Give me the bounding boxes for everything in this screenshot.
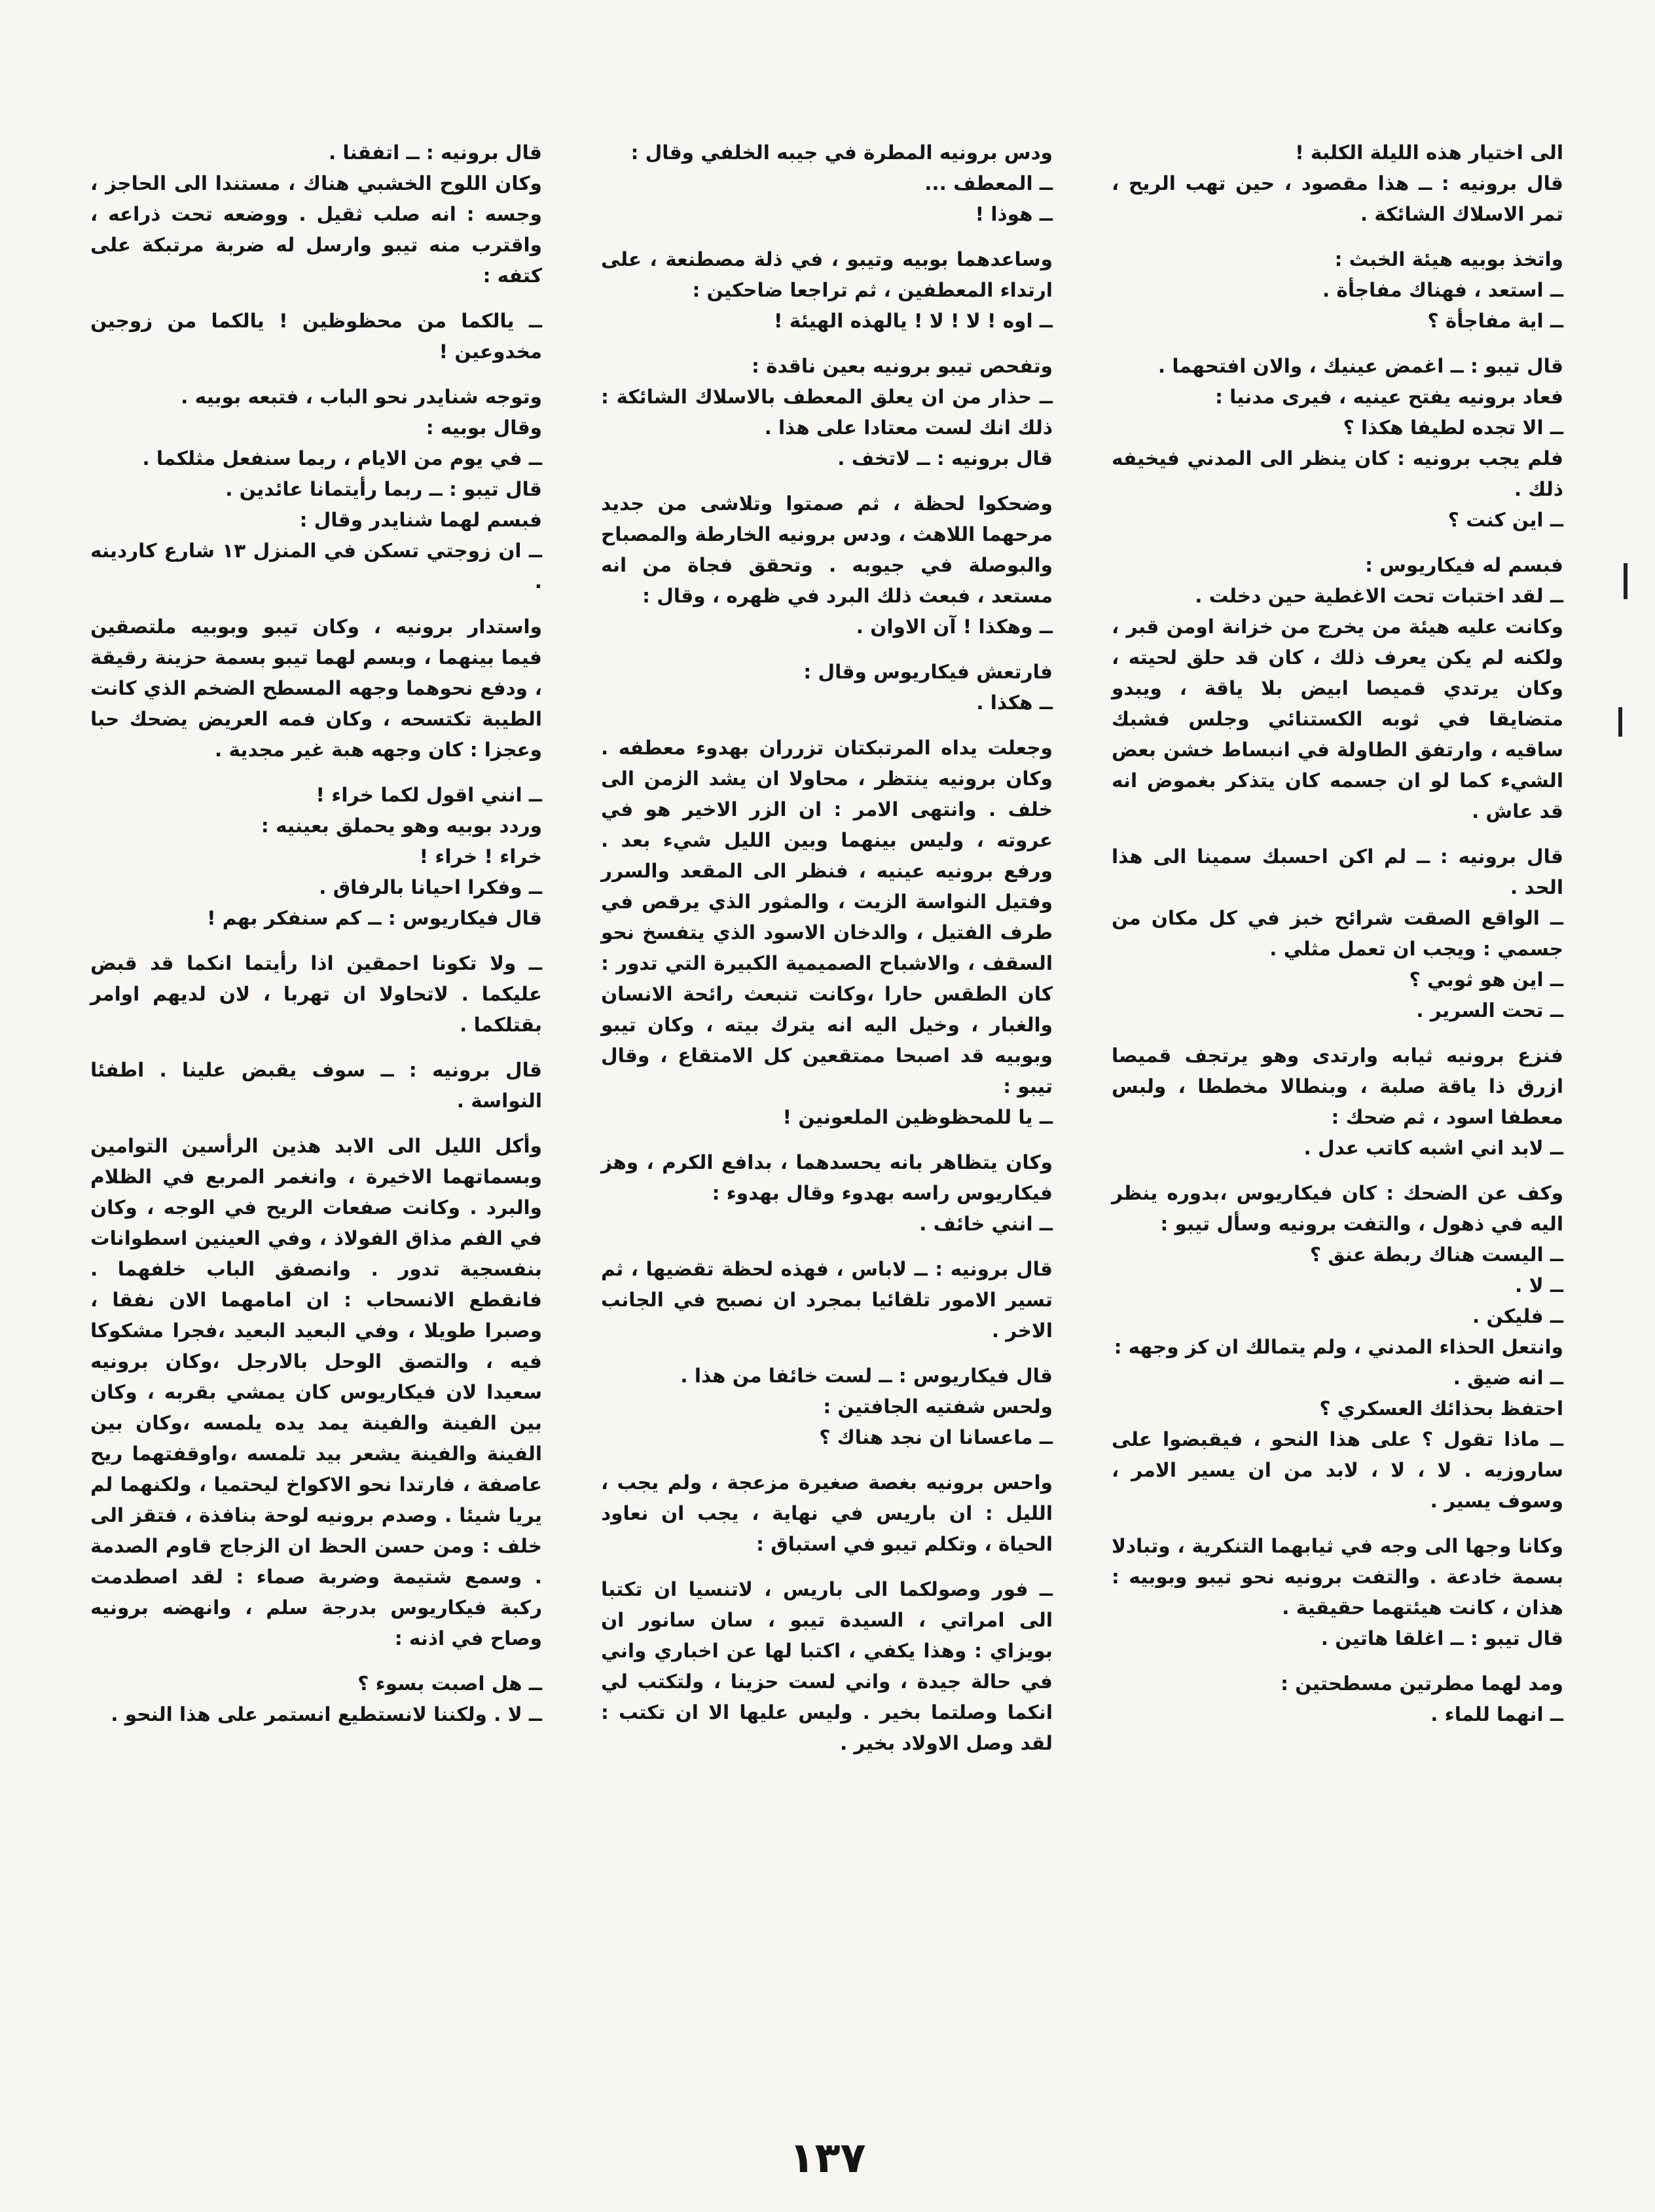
text-line: وردد بوبيه وهو يحملق بعينيه : [261, 815, 542, 837]
text-line: قال برونيه : ــ سوف يقبض علينا . اطفئا النواسة . [90, 1059, 542, 1112]
paragraph [601, 1574, 1053, 1759]
text-line: ــ لا . ولكننا لانستطيع انستمر على هذا النحو . [111, 1703, 542, 1725]
paragraph [601, 1147, 1053, 1240]
text-line: ــ انه ضيق . [1453, 1367, 1563, 1389]
text-column-middle [601, 138, 1053, 1773]
text-line: وكانا وجها الى وجه في ثيابهما التنكرية ، وتبادلا بسمة خادعة . والتفت برونيه نحو تيبو وبوبيه : هذان ، كانت هيئتهما حقيقية . [1112, 1535, 1563, 1619]
text-line: وكف عن الضحك : كان فيكاريوس ،بدوره ينظر اليه في ذهول ، والتفت برونيه وسأل تيبو : [1112, 1182, 1563, 1235]
text-line: ولحس شفتيه الجافتين : [823, 1395, 1053, 1418]
paragraph [601, 1467, 1053, 1560]
text-line: واستدار برونيه ، وكان تيبو وبوبيه ملتصقين فيما بينهما ، وبسم لهما تيبو بسمة حزينة رقيقة ، ودفع نحوهما وجهه المسطح الضخم الذي كانت الطيبة تكتسحه ، وكان فمه العريض يضحك حبا وعجزا : كان وجهه هبة غير مجدية . [90, 616, 542, 761]
paragraph [90, 306, 542, 367]
paragraph [1112, 351, 1563, 536]
paragraph [90, 382, 542, 597]
paragraph [90, 1668, 542, 1730]
paragraph [1112, 1178, 1563, 1517]
text-line: ــ ولا تكونا احمقين اذا رأيتما انكما قد قبض عليكما . لاتحاولا ان تهربا ، لان لديهم اوامر بقتلكما . [90, 952, 542, 1036]
text-line: قال تيبو : ــ اغمض عينيك ، والان افتحهما . [1157, 355, 1563, 377]
paragraph [90, 1131, 542, 1654]
text-line: احتفظ بحذائك العسكري ؟ [1319, 1397, 1563, 1420]
text-line: الى اختيار هذه الليلة الكلبة ! [1295, 141, 1563, 164]
text-line: ــ يا للمحظوظين الملعونين ! [782, 1106, 1053, 1128]
paragraph [601, 488, 1053, 642]
text-line: ــ لابد اني اشبه كاتب عدل . [1303, 1137, 1563, 1159]
paragraph [90, 612, 542, 765]
text-line: ــ الا تجده لطيفا هكذا ؟ [1343, 416, 1563, 439]
text-line: ودس برونيه المطرة في جيبه الخلفي وقال : [630, 141, 1053, 164]
text-column-left [90, 138, 542, 1744]
text-line: ــ اليست هناك ربطة عنق ؟ [1309, 1244, 1563, 1266]
text-line: فلم يجب برونيه : كان ينظر الى المدني فيخيفه ذلك . [1112, 447, 1563, 500]
text-line: وانتعل الحذاء المدني ، ولم يتمالك ان كز وجهه : [1114, 1336, 1563, 1358]
text-line: فبسم له فيكاريوس : [1365, 554, 1563, 576]
text-line: ــ هوذا ! [975, 203, 1053, 225]
text-line: ــ ان زوجتي تسكن في المنزل ١٣ شارع كاردينه . [90, 540, 543, 593]
paragraph [1112, 1041, 1563, 1164]
text-line: ــ لقد اختبات تحت الاغطية حين دخلت . [1195, 585, 1563, 607]
text-line: وجعلت يداه المرتبكتان تزرران بهدوء معطفه . وكان برونيه ينتظر ، محاولا ان يشد الزمن الى خلف . وانتهى الامر : ان الزر الاخير هو في عروته ، وليس بينهما وبين الليل شيء بعد . ورفع برونيه عينيه ، فنظر الى المقعد والسرر وفتيل النواسة الزيت ، والمثور الذي يرقص في طرف الفتيل ، والدخان الاسود الذي يتفسخ نحو السقف ، والاشباح الصميمية الكبيرة التي تدور : كان الطقس حارا ،وكانت تنبعث رائحة الانسان والغبار ، وخيل اليه انه يترك بيته ، وكان تيبو وبوبيه قد اصبحا ممتقعين كل الامتقاع ، وقال تيبو : [601, 737, 1053, 1097]
text-line: قال تيبو : ــ اغلقا هاتين . [1320, 1627, 1563, 1650]
text-line: وكان يتظاهر بانه يحسدهما ، بدافع الكرم ، وهز فيكاريوس راسه بهدوء وقال بهدوء : [601, 1151, 1053, 1204]
text-line: ــ هكذا . [976, 691, 1053, 714]
text-line: ــ المعطف ... [924, 172, 1053, 194]
text-line: ــ اية مفاجأة ؟ [1427, 310, 1563, 332]
text-line: وتوجه شنايدر نحو الباب ، فتبعه بوبيه . [181, 386, 542, 408]
paragraph [601, 1361, 1053, 1453]
paragraph [601, 733, 1053, 1133]
text-line: وضحكوا لحظة ، ثم صمتوا وتلاشى من جديد مرحهما اللاهث ، ودس برونيه الخارطة والمصباح والبوصلة في جيوبه . وتحقق فجاة من انه مستعد ، فبعث ذلك البرد في ظهره ، وقال : [601, 492, 1053, 607]
paragraph [1112, 244, 1563, 337]
text-line: ــ في يوم من الايام ، ربما سنفعل مثلكما . [142, 447, 542, 470]
text-line: ــ يالكما من محظوظين ! يالكما من زوجين مخدوعين ! [90, 310, 542, 363]
page-number: ١٣٧ [789, 2134, 866, 2183]
text-line: ــ اين كنت ؟ [1447, 509, 1563, 531]
text-line: وأكل الليل الى الابد هذين الرأسين التوامين وبسماتهما الاخيرة ، وانغمر المربع في الظلام والبرد . وكانت صفعات الريح في الوجه ، وكان في الفم مذاق الفولاذ ، وفي العينين اسطوانات بنفسجية تدور . وانصفق الباب خلفهما . فانقطع الانسحاب : ان امامهما الان نفقا ، وصبرا طويلا ، وفي البعيد البعيد ،فجرا مشكوكا فيه ، والتصق الوحل بالارجل ،وكان برونيه سعيدا لان فيكاريوس كان يمشي بقربه ، وكان بين الفينة والفينة يمد يده يلمسه ،وكان بين الفينة والفينة يشعر بيد تلمسه ،واوقفتهما ريح عاصفة ، فارتدا نحو الاكواخ ليحتميا ، ولكنهما لم يريا شيئا . وصدم برونيه لوحة بنافذة ، فتقز الى خلف : ومن حسن الحظ ان الزجاج قاوم الصدمة . وسمع شتيمة وضربة صماء : لقد اصطدمت ركبة فيكاريوس بدرجة سلم ، وانهضه برونيه وصاح في اذنه : [90, 1135, 542, 1650]
text-line: ــ استعد ، فهناك مفاجأة . [1322, 279, 1563, 301]
paragraph [1112, 1668, 1563, 1730]
text-line: وقال بوبيه : [426, 416, 542, 439]
text-line: ــ وفكرا احيانا بالرفاق . [319, 876, 542, 898]
text-line: فبسم لهما شنايدر وقال : [299, 509, 542, 531]
text-line: قال برونيه : ــ لم اكن احسبك سمينا الى هذا الحد . [1112, 845, 1563, 898]
text-line: واتخذ بوبيه هيئة الخبث : [1334, 248, 1563, 270]
text-line: وكانت عليه هيئة من يخرج من خزانة اومن قبر ، ولكنه لم يكن يعرف ذلك ، كان قد حلق لحيته ، وكان يرتدي قميصا ابيض بلا ياقة ، ويبدو متضايقا في ثوبه الكستنائي وجلس فشبك ساقيه ، وارتفق الطاولة في انبساط خشن بعض الشيء كما لو ان جسمه كان يتذكر بغموض انه قد عاش . [1112, 616, 1563, 822]
text-line: ــ وهكذا ! آن الاوان . [856, 616, 1053, 638]
paragraph [1112, 550, 1563, 827]
paragraph [90, 948, 542, 1041]
text-line: وساعدهما بوبيه وتيبو ، في ذلة مصطنعة ، على ارتداء المعطفين ، ثم تراجعا ضاحكين : [601, 248, 1053, 301]
text-line: فارتعش فيكاريوس وقال : [803, 661, 1053, 683]
text-line: قال فيكاريوس : ــ لست خائفا من هذا . [680, 1365, 1053, 1387]
text-line: ــ اوه ! لا ! لا ! يالهذه الهيئة ! [773, 310, 1053, 332]
text-line: قال تيبو : ــ ربما رأيتمانا عائدين . [225, 478, 542, 500]
margin-mark [1624, 563, 1628, 599]
paragraph [601, 138, 1053, 230]
text-line: ــ فور وصولكما الى باريس ، لاتنسيا ان تكتبا الى امراتي ، السيدة تيبو ، سان سانور ان بويزاي : وهذا يكفي ، اكتبا لها عن اخباري واني في حالة جيدة ، واني لست حزينا ، ولتكتب لي انكما وصلتما بخير . وليس عليها الا ان تكتب : لقد وصل الاولاد بخير . [601, 1578, 1053, 1754]
text-line: قال برونيه : ــ اتفقنا . [328, 141, 542, 164]
text-line: ــ انني خائف . [919, 1213, 1053, 1235]
text-line: ــ لا . [1515, 1274, 1563, 1297]
text-line: ــ انهما للماء . [1430, 1703, 1563, 1725]
text-line: ــ فليكن . [1472, 1305, 1563, 1327]
text-line: ــ الواقع الصقت شرائح خبز في كل مكان من جسمي : ويجب ان تعمل مثلي . [1112, 907, 1563, 960]
text-line: قال برونيه : ــ هذا مقصود ، حين تهب الريح ، تمر الاسلاك الشائكة . [1112, 172, 1563, 225]
paragraph [1112, 1531, 1563, 1654]
text-line: قال فيكاريوس : ــ كم سنفكر بهم ! [207, 907, 542, 929]
text-line: ــ اين هو ثوبي ؟ [1409, 968, 1563, 991]
text-line: ــ هل اصبت بسوء ؟ [357, 1672, 542, 1695]
text-line: ــ ماعسانا ان نجد هناك ؟ [819, 1426, 1053, 1448]
paragraph [1112, 841, 1563, 1026]
text-line: ــ انني اقول لكما خراء ! [316, 784, 542, 806]
paragraph [601, 244, 1053, 337]
text-line: ــ حذار من ان يعلق المعطف بالاسلاك الشائكة : ذلك انك لست معتادا على هذا . [601, 386, 1053, 439]
paragraph [90, 780, 542, 934]
paragraph [601, 1254, 1053, 1346]
text-line: ــ ماذا تقول ؟ على هذا النحو ، فيقبضوا على ساروزيه . لا ، لا ، لابد من ان يسير الامر ، وسوف يسير . [1112, 1428, 1563, 1512]
text-line: قال برونيه : ــ لاتخف . [837, 447, 1053, 470]
text-line: خراء ! خراء ! [419, 845, 542, 868]
text-line: فنزع برونيه ثيابه وارتدى وهو يرتجف قميصا ازرق ذا ياقة صلبة ، وبنطالا مخططا ، ولبس معطفا اسود ، ثم ضحك : [1112, 1044, 1563, 1128]
margin-mark [1618, 707, 1622, 737]
text-line: قال برونيه : ــ لاباس ، فهذه لحظة تقضيها ، ثم تسير الامور تلقائيا بمجرد ان نصبح في الجانب الاخر . [601, 1258, 1053, 1342]
text-line: وكان اللوح الخشبي هناك ، مستندا الى الحاجز ، وجسه : انه صلب ثقيل . ووضعه تحت ذراعه ، واقترب منه تيبو وارسل له ضربة مرتبكة على كتفه : [90, 172, 542, 287]
paragraph [601, 657, 1053, 718]
paragraph [601, 351, 1053, 474]
paragraph [90, 138, 542, 291]
text-line: واحس برونيه بغصة صغيرة مزعجة ، ولم يجب ، الليل : ان باريس في نهاية ، يجب ان نعاود الحياة ، وتكلم تيبو في استباق : [601, 1471, 1053, 1555]
text-line: ــ تحت السرير . [1416, 999, 1563, 1022]
text-line: وتفحص تيبو برونيه بعين ناقدة : [752, 355, 1053, 377]
text-column-right [1112, 138, 1563, 1744]
paragraph [90, 1055, 542, 1116]
text-line: فعاد برونيه يفتح عينيه ، فيرى مدنيا : [1215, 386, 1563, 408]
text-line: ومد لهما مطرتين مسطحتين : [1281, 1672, 1563, 1695]
paragraph [1112, 138, 1563, 230]
